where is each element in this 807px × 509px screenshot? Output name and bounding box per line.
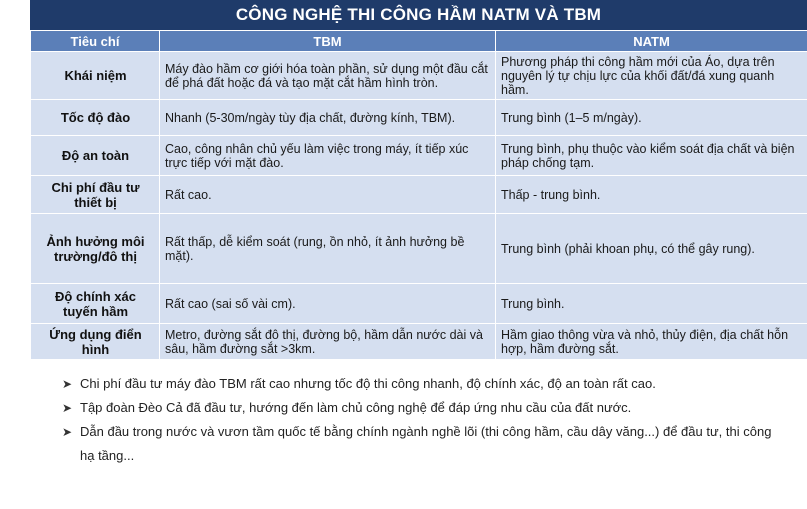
bullet-text: Dẫn đầu trong nước và vươn tầm quốc tế bằng chính ngành nghề lõi (thi công hầm, cầu dây văng...) để đầu tư, thi công hạ tầng...	[80, 424, 772, 463]
table-row	[31, 324, 807, 360]
row-criterion: Tốc độ đào	[31, 100, 160, 136]
table-row	[31, 284, 807, 324]
table-row	[31, 136, 807, 176]
header-natm: NATM	[496, 31, 807, 52]
row-tbm: Máy đào hầm cơ giới hóa toàn phần, sử dụng một đầu cắt để phá đất hoặc đá và tạo mặt cắt hầm hình tròn.	[160, 52, 496, 100]
row-criterion: Ảnh hưởng môi trường/đô thị	[31, 214, 160, 284]
list-item	[62, 420, 782, 468]
table-header-row	[31, 31, 807, 52]
arrow-bullet-icon: ➤	[62, 377, 73, 391]
row-criterion: Khái niệm	[31, 52, 160, 100]
table-row	[31, 100, 807, 136]
row-tbm: Metro, đường sắt đô thị, đường bộ, hầm dẫn nước dài và sâu, hầm đường sắt >3km.	[160, 324, 496, 360]
row-tbm: Cao, công nhân chủ yếu làm việc trong máy, ít tiếp xúc trực tiếp với mặt đào.	[160, 136, 496, 176]
row-natm: Thấp - trung bình.	[496, 176, 807, 214]
arrow-bullet-icon: ➤	[62, 425, 73, 439]
row-tbm: Rất cao.	[160, 176, 496, 214]
row-natm: Trung bình.	[496, 284, 807, 324]
row-tbm: Rất cao (sai số vài cm).	[160, 284, 496, 324]
row-criterion: Độ chính xác tuyến hầm	[31, 284, 160, 324]
row-natm: Trung bình, phụ thuộc vào kiểm soát địa chất và biện pháp chống tạm.	[496, 136, 807, 176]
row-tbm: Nhanh (5-30m/ngày tùy địa chất, đường kính, TBM).	[160, 100, 496, 136]
list-item	[62, 396, 782, 420]
bullet-text: Tập đoàn Đèo Cả đã đầu tư, hướng đến làm chủ công nghệ để đáp ứng nhu cầu của đất nước.	[80, 400, 632, 415]
row-criterion: Chi phí đầu tư thiết bị	[31, 176, 160, 214]
header-criterion: Tiêu chí	[31, 31, 160, 52]
row-criterion: Ứng dụng điển hình	[31, 324, 160, 360]
comparison-table	[30, 30, 807, 360]
row-natm: Trung bình (phải khoan phụ, có thể gây rung).	[496, 214, 807, 284]
table-row	[31, 214, 807, 284]
arrow-bullet-icon: ➤	[62, 401, 73, 415]
page-title: CÔNG NGHỆ THI CÔNG HẦM NATM VÀ TBM	[30, 0, 807, 30]
row-tbm: Rất thấp, dễ kiểm soát (rung, ồn nhỏ, ít ảnh hưởng bề mặt).	[160, 214, 496, 284]
row-natm: Trung bình (1–5 m/ngày).	[496, 100, 807, 136]
summary-bullets	[62, 372, 782, 468]
table-row	[31, 176, 807, 214]
table-row	[31, 52, 807, 100]
row-natm: Phương pháp thi công hầm mới của Áo, dựa trên nguyên lý tự chịu lực của khối đất/đá xung quanh hầm.	[496, 52, 807, 100]
row-natm: Hầm giao thông vừa và nhỏ, thủy điện, địa chất hỗn hợp, hầm đường sắt.	[496, 324, 807, 360]
list-item	[62, 372, 782, 396]
bullet-text: Chi phí đầu tư máy đào TBM rất cao nhưng tốc độ thi công nhanh, độ chính xác, độ an toàn rất cao.	[80, 376, 656, 391]
header-tbm: TBM	[160, 31, 496, 52]
row-criterion: Độ an toàn	[31, 136, 160, 176]
